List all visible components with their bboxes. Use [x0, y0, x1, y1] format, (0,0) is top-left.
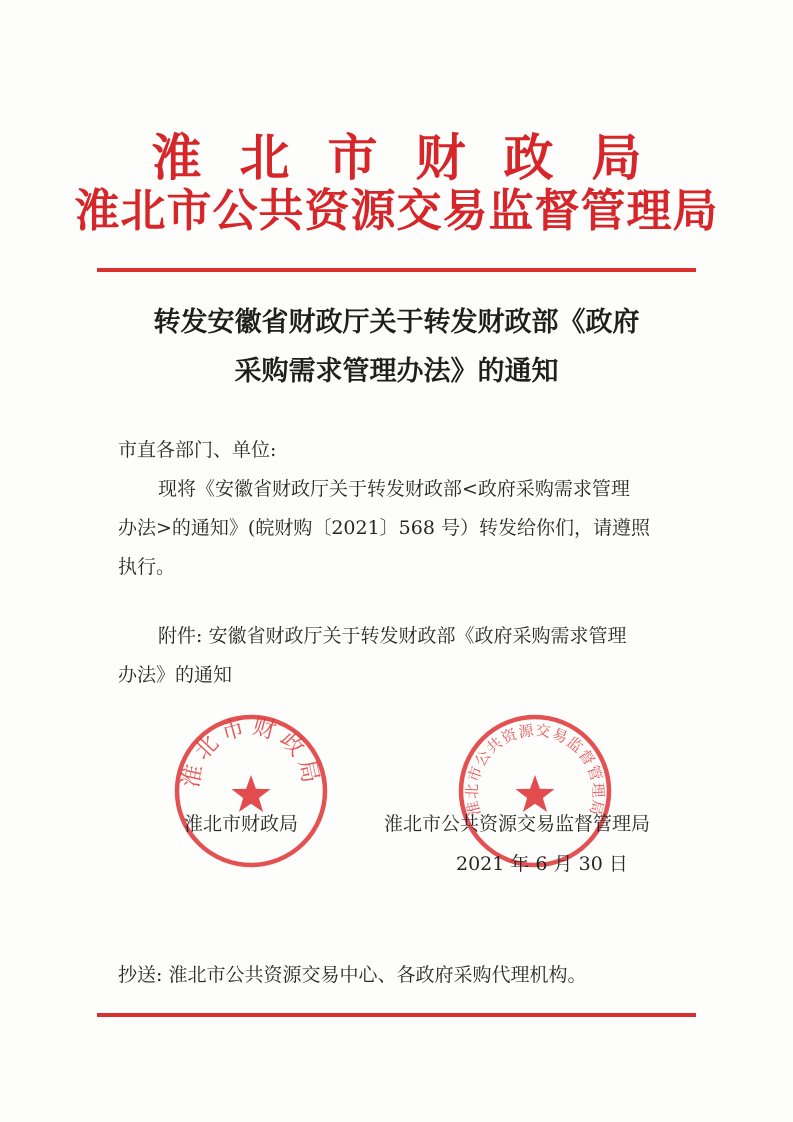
official-seal-finance-bureau — [172, 712, 330, 870]
signature-org-1: 淮北市财政局 — [184, 813, 299, 835]
signature-date: 2021 年 6 月 30 日 — [456, 853, 628, 875]
issuer-header-line-2: 淮北市公共资源交易监督管理局 — [74, 184, 719, 237]
body-paragraph-line-1: 现将《安徽省财政厅关于转发财政部<政府采购需求管理 — [158, 478, 630, 500]
issuer-header-line-1: 淮北市财政局 — [151, 128, 680, 187]
footer-red-rule — [97, 1013, 696, 1017]
salutation: 市直各部门、单位: — [118, 439, 277, 461]
signature-org-2: 淮北市公共资源交易监督管理局 — [384, 813, 651, 835]
official-seal-resource-trading-bureau — [456, 712, 614, 870]
attachment-line-2: 办法》的通知 — [118, 664, 233, 686]
document-title-line-2: 采购需求管理办法》的通知 — [234, 356, 559, 387]
star-icon — [516, 775, 555, 812]
stamp1-text: 淮北市财政局 — [177, 713, 325, 791]
cc-line: 抄送: 淮北市公共资源交易中心、各政府采购代理机构。 — [118, 964, 587, 986]
header-red-rule — [97, 268, 696, 272]
body-paragraph-line-2: 办法>的通知》(皖财购〔2021〕568 号）转发给你们，请遵照 — [118, 517, 650, 539]
stamp2-text: 淮北市公共资源交易监督管理局 — [462, 721, 608, 818]
star-icon — [232, 775, 271, 812]
body-paragraph-line-3: 执行。 — [118, 556, 176, 578]
attachment-line-1: 附件: 安徽省财政厅关于转发财政部《政府采购需求管理 — [158, 625, 627, 647]
document-title-line-1: 转发安徽省财政厅关于转发财政部《政府 — [153, 307, 640, 338]
